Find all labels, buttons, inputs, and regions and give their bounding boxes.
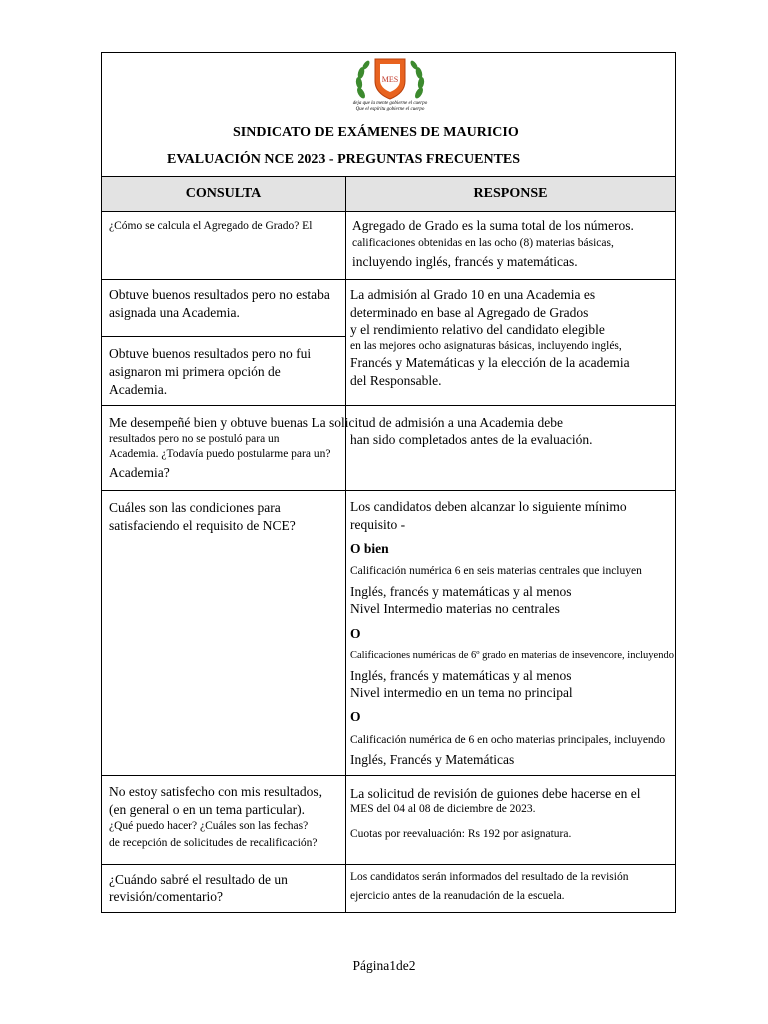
row-5-answer-line-3: Cuotas por reevaluación: Rs 192 por asignatura. <box>350 828 572 840</box>
rule <box>102 490 675 491</box>
column-header-query: CONSULTA <box>185 186 262 201</box>
row-1-answer-line-1: Agregado de Grado es la suma total de los números. <box>352 218 634 233</box>
rule <box>102 864 675 865</box>
row-6-answer-line-2: ejercicio antes de la reanudación de la escuela. <box>350 890 565 902</box>
row-3-query-line-4: Academia? <box>109 465 170 480</box>
row-2-answer-line-6: del Responsable. <box>350 373 442 388</box>
row-6-query-line-2: revisión/comentario? <box>109 889 223 904</box>
row-4-answer-line-13: Inglés, Francés y Matemáticas <box>350 752 515 767</box>
row-3-query-line-3: Academia. ¿Todavía puedo postularme para un? <box>109 448 331 460</box>
row-2-query-line-3: Obtuve buenos resultados pero no fui <box>109 346 312 361</box>
row-6-query-line-1: ¿Cuándo sabré el resultado de un <box>109 872 288 887</box>
row-4-query-line-1: Cuáles son las condiciones para <box>109 500 281 515</box>
row-5-query-line-1: No estoy satisfecho con mis resultados, <box>109 784 322 799</box>
row-5-query-line-4: de recepción de solicitudes de recalificación? <box>109 837 318 849</box>
row-4-answer-line-1: Los candidatos deben alcanzar lo siguiente mínimo <box>350 499 627 514</box>
row-4-answer-line-5: Inglés, francés y matemáticas y al menos <box>350 584 572 599</box>
row-4-answer-line-10: Nivel intermedio en un tema no principal <box>350 685 573 700</box>
row-4-answer-line-6: Nivel Intermedio materias no centrales <box>350 601 560 616</box>
row-4-answer-line-8: Calificaciones numéricas de 6º grado en materias de insevencore, incluyendo <box>350 650 674 661</box>
rule <box>102 775 675 776</box>
row-2-answer-line-2: determinado en base al Agregado de Grados <box>350 305 589 320</box>
rule <box>102 279 675 280</box>
logo-tagline <box>345 101 435 113</box>
row-5-answer-line-1: La solicitud de revisión de guiones debe hacerse en el <box>350 786 641 801</box>
row-4-answer-or-1: O <box>350 626 361 641</box>
page-number: Página1de2 <box>352 958 416 973</box>
row-4-answer-either: O bien <box>350 541 389 556</box>
row-2-answer-line-5: Francés y Matemáticas y la elección de la academia <box>350 355 630 370</box>
rule <box>102 405 675 406</box>
logo-tagline-2: Que el espíritu gobierne el cuerpo <box>355 107 425 112</box>
row-4-query-line-2: satisfaciendo el requisito de NCE? <box>109 518 296 533</box>
document-title: SINDICATO DE EXÁMENES DE MAURICIO <box>233 125 519 140</box>
document-subtitle: EVALUACIÓN NCE 2023 - PREGUNTAS FRECUENTES <box>167 152 521 167</box>
row-3-query-line-2: resultados pero no se postuló para un <box>109 433 280 445</box>
row-2-answer-line-1: La admisión al Grado 10 en una Academia es <box>350 287 596 302</box>
row-5-answer-line-2: MES del 04 al 08 de diciembre de 2023. <box>350 803 536 815</box>
row-2-query-line-1: Obtuve buenos resultados pero no estaba <box>109 287 330 302</box>
row-2-query-line-2: asignada una Academia. <box>109 305 240 320</box>
row-5-query-line-2: (en general o en un tema particular). <box>109 802 306 817</box>
column-divider <box>345 176 346 913</box>
row-3-query-line-1: Me desempeñé bien y obtuve buenas La solicitud de admisión a una Academia debe <box>109 415 563 430</box>
row-4-answer-or-2: O <box>350 709 361 724</box>
rule <box>102 336 345 337</box>
row-4-answer-line-12: Calificación numérica de 6 en ocho materias principales, incluyendo <box>350 734 666 746</box>
row-1-query-line-1: ¿Cómo se calcula el Agregado de Grado? El <box>109 220 313 232</box>
row-4-answer-line-9: Inglés, francés y matemáticas y al menos <box>350 668 572 683</box>
row-3-answer-line-1: han sido completados antes de la evaluación. <box>350 432 593 447</box>
row-2-query-line-5: Academia. <box>109 382 168 397</box>
row-4-answer-line-4: Calificación numérica 6 en seis materias centrales que incluyen <box>350 565 642 577</box>
row-1-answer-line-3: incluyendo inglés, francés y matemáticas. <box>352 254 578 269</box>
rule <box>102 211 675 212</box>
row-4-answer-line-2: requisito - <box>350 517 406 532</box>
row-2-answer-line-4: en las mejores ocho asignaturas básicas, incluyendo inglés, <box>350 340 622 352</box>
logo-text: MES <box>381 75 399 84</box>
row-6-answer-line-1: Los candidatos serán informados del resultado de la revisión <box>350 871 629 883</box>
column-header-response: RESPONSE <box>473 186 548 201</box>
row-5-query-line-3: ¿Qué puedo hacer? ¿Cuáles son las fechas? <box>109 820 309 832</box>
rule <box>102 176 675 177</box>
row-2-answer-line-3: y el rendimiento relativo del candidato elegible <box>350 322 605 337</box>
row-2-query-line-4: asignaron mi primera opción de <box>109 364 281 379</box>
row-1-answer-line-2: calificaciones obtenidas en las ocho (8) materias básicas, <box>352 237 614 249</box>
faq-table-frame <box>101 52 676 913</box>
logo-tagline-1: deja que la mente gobierne el cuerpo <box>352 101 428 106</box>
